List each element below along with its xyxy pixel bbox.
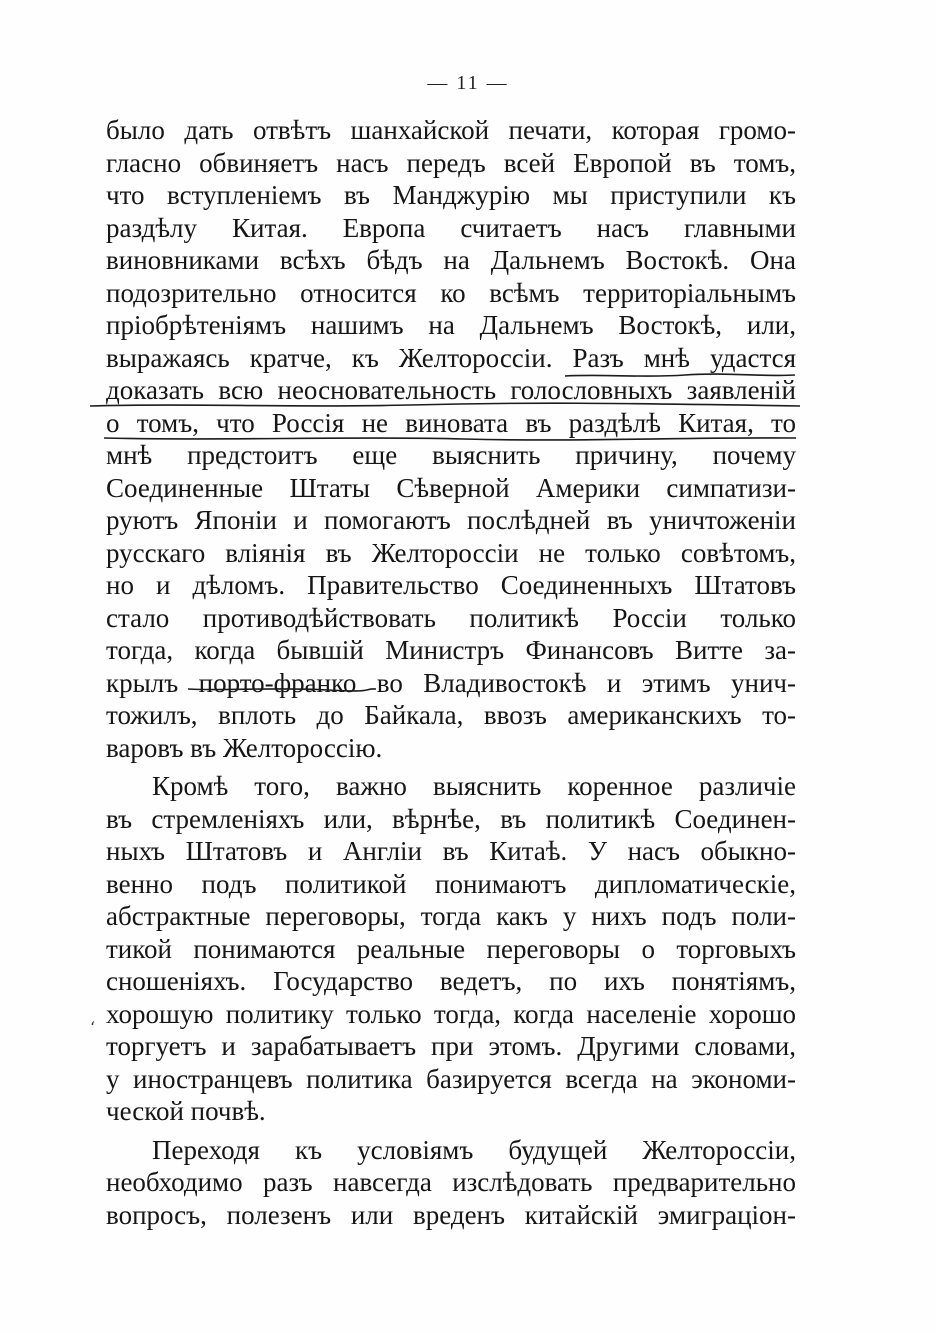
page-number: — 11 — [427,72,509,94]
text-line: въ стремленіяхъ или, вѣрнѣе, въ политикѣ Соединен- [106,803,796,834]
text-line: варовъ въ Желтороссію. [106,732,383,763]
text-line: подозрительно относится ко всѣмъ территоріальнымъ [106,277,796,308]
margin-mark: ‘ [90,1018,96,1037]
text-line: торгуетъ и зарабатываетъ при этомъ. Другими словами, [106,1031,796,1061]
text-line: виновниками всѣхъ бѣдъ на Дальнемъ Востокѣ. Она [106,245,796,275]
text-line: вопросъ, полезенъ или вреденъ китайскій эмиграціон- [106,1199,796,1230]
paragraph [106,114,796,764]
text-line: выражаясь кратче, къ Желтороссіи. Разъ мнѣ удастся [106,342,796,373]
text-line: Кромѣ того, важно выяснить коренное различіе [152,771,796,801]
text-line: тогда, когда бывшій Министръ Финансовъ Витте за- [106,635,796,665]
text-line: стало противодѣйствовать политикѣ Россіи только [106,602,796,633]
paragraph [106,1134,796,1232]
text-line: гласно обвиняетъ насъ передъ всей Европой въ томъ, [106,147,796,178]
text-line: было дать отвѣтъ шанхайской печати, которая громо- [106,115,796,145]
text-line: хорошую политику только тогда, когда населеніе хорошо [106,998,796,1029]
text-line: необходимо разъ навсегда изслѣдовать предварительно [106,1167,796,1197]
text-line: русскаго вліянія въ Желтороссіи не только совѣтомъ, [106,537,796,568]
text-line: венно подъ политикой понимаютъ дипломатическіе, [106,868,796,899]
text-line: Переходя къ условіямъ будущей Желтороссіи, [152,1134,796,1165]
text-line: мнѣ предстоитъ еще выяснить причину, почему [106,440,796,470]
body-text [106,114,796,1231]
text-line: ныхъ Штатовъ и Англіи въ Китаѣ. У насъ обыкно- [106,836,796,866]
text-line: о томъ, что Россія не виновата въ раздѣлѣ Китая, то [106,407,796,438]
text-line: доказать всю неосновательность голословныхъ заявленій [106,375,796,405]
paragraph [106,770,796,1128]
text-line: тожилъ, вплоть до Байкала, ввозъ американскихъ то- [106,700,796,730]
text-line: раздѣлу Китая. Европа считаетъ насъ главными [106,212,796,243]
text-line: ческой почвѣ. [106,1096,266,1126]
text-line: но и дѣломъ. Правительство Соединенныхъ Штатовъ [106,570,796,600]
text-line: крылъ порто-франко во Владивостокѣ и этимъ унич- [106,667,796,698]
text-line: Соединенные Штаты Сѣверной Америки симпатизи- [106,472,796,503]
text-line: руютъ Японіи и помогаютъ послѣдней въ уничтоженіи [106,505,796,535]
text-line: у иностранцевъ политика базируется всегда на экономи- [106,1063,796,1094]
text-line: тикой понимаются реальные переговоры о торговыхъ [106,933,796,964]
text-line: что вступленіемъ въ Манджурію мы приступили къ [106,180,796,210]
text-line: абстрактные переговоры, тогда какъ у нихъ подъ поли- [106,901,796,931]
text-line: сношеніяхъ. Государство ведетъ, по ихъ понятіямъ, [106,966,796,996]
text-line: пріобрѣтеніямъ нашимъ на Дальнемъ Востокѣ, или, [106,310,796,340]
